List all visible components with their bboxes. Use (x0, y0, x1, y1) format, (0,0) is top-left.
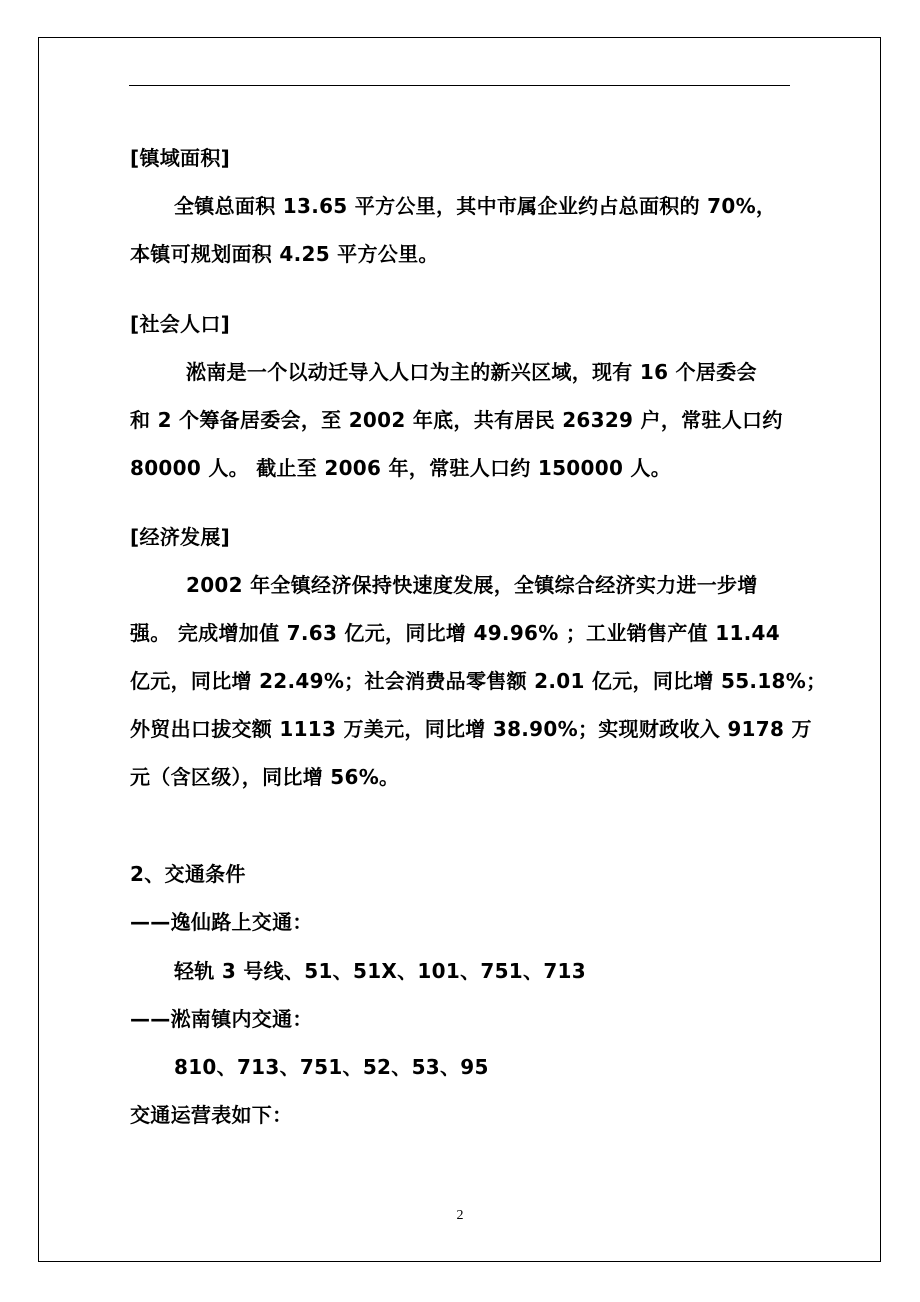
paragraph-line: 亿元，同比增 22.49%；社会消费品零售额 2.01 亿元，同比增 55.18%； (130, 669, 827, 693)
section-heading-transport: 2、交通条件 (130, 862, 246, 886)
paragraph-line: 强。 完成增加值 7.63 亿元，同比增 49.96% ；工业销售产值 11.44 (130, 621, 780, 645)
page-number: 2 (456, 1208, 464, 1223)
paragraph-line: 80000 人。 截止至 2006 年，常驻人口约 150000 人。 (130, 456, 672, 480)
paragraph-line: 外贸出口拔交额 1113 万美元，同比增 38.90%；实现财政收入 9178 万 (130, 717, 812, 741)
header-rule (129, 85, 790, 86)
section-heading-economy: [经济发展] (130, 525, 231, 549)
paragraph-line: 和 2 个筹备居委会，至 2002 年底，共有居民 26329 户，常驻人口约 (130, 408, 783, 432)
transport-table-intro: 交通运营表如下： (130, 1103, 293, 1127)
transport-songnan-label: ——淞南镇内交通： (130, 1007, 313, 1031)
transport-yixian-label: ——逸仙路上交通： (130, 910, 313, 934)
paragraph-line: 淞南是一个以动迁导入人口为主的新兴区域，现有 16 个居委会 (186, 360, 757, 384)
section-heading-area: [镇域面积] (130, 146, 231, 170)
paragraph-line: 本镇可规划面积 4.25 平方公里。 (130, 242, 439, 266)
paragraph-line: 元（含区级），同比增 56%。 (130, 765, 400, 789)
paragraph-line: 全镇总面积 13.65 平方公里，其中市属企业约占总面积的 70%， (174, 194, 777, 218)
section-heading-population: [社会人口] (130, 312, 231, 336)
transport-songnan-routes: 810、713、751、52、53、95 (174, 1055, 489, 1079)
paragraph-line: 2002 年全镇经济保持快速度发展，全镇综合经济实力进一步增 (186, 573, 758, 597)
transport-yixian-routes: 轻轨 3 号线、51、51X、101、751、713 (174, 959, 586, 983)
